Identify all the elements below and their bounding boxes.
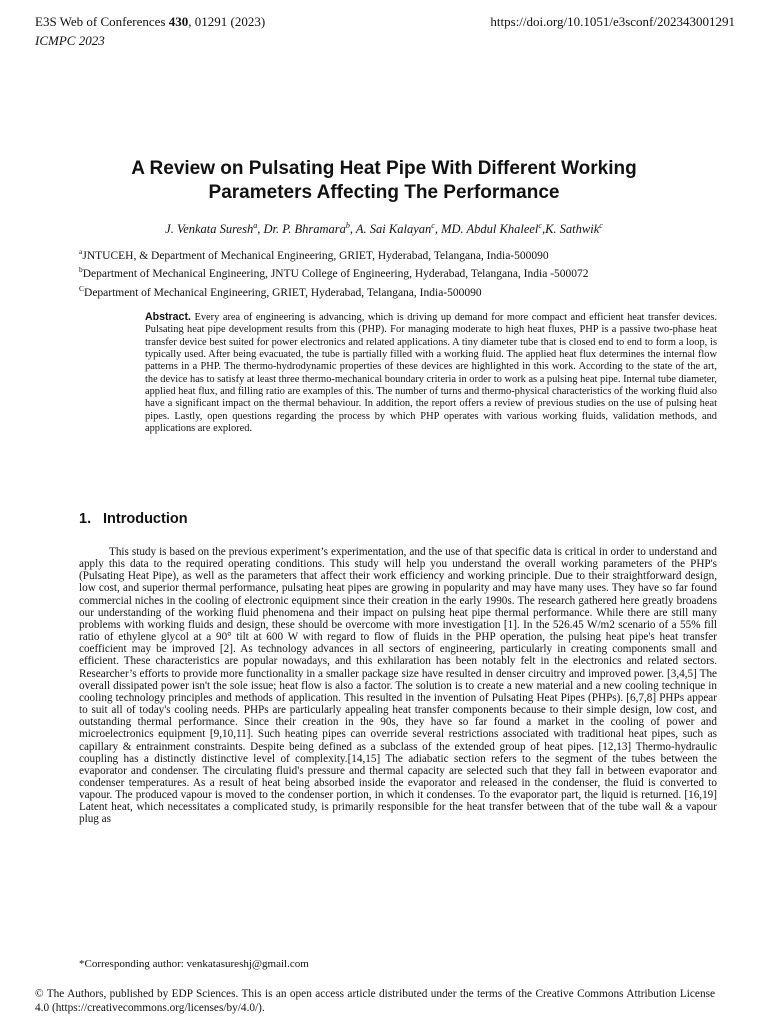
author-name: J. Venkata Suresh <box>165 222 254 237</box>
corresponding-author-footnote: *Corresponding author: venkatasureshj@gmail.com <box>79 958 309 970</box>
affiliation-item <box>79 263 589 281</box>
affiliation-item <box>79 282 589 300</box>
author-affiliation-mark: c <box>599 221 603 230</box>
author-name: Dr. P. Bhramara <box>263 222 346 237</box>
doi-link[interactable]: https://doi.org/10.1051/e3sconf/202343001291 <box>490 14 735 29</box>
running-header-left <box>35 12 265 50</box>
conference-name: ICMPC 2023 <box>35 33 105 48</box>
license-notice: © The Authors, published by EDP Sciences. This is an open access article distributed under the terms of the Creative Commons Attribution License 4.0 (https://creativecommons.org/licenses/by/4.0/). <box>35 988 715 1014</box>
affiliation-text: Department of Mechanical Engineering, GRIET, Hyderabad, Telangana, India-500090 <box>84 286 482 299</box>
section-title: Introduction <box>103 511 188 527</box>
section-number: 1. <box>79 511 92 527</box>
paper-title-line-2: Parameters Affecting The Performance <box>208 182 560 203</box>
volume-number: 430 <box>168 14 189 29</box>
section-heading <box>79 511 188 527</box>
author-name: A. Sai Kalayan <box>355 222 432 237</box>
affiliation-text: JNTUCEH, & Department of Mechanical Engineering, GRIET, Hyderabad, Telangana, India-500090 <box>82 249 549 262</box>
article-number: , 01291 (2023) <box>188 14 266 29</box>
affiliation-list <box>79 245 589 300</box>
affiliation-mark: b <box>79 265 83 275</box>
affiliation-text: Department of Mechanical Engineering, JNTU College of Engineering, Hyderabad, Telangana, India -500072 <box>82 268 589 281</box>
paper-title-line-1: A Review on Pulsating Heat Pipe With Different Working <box>131 158 637 179</box>
paper-title <box>60 157 708 205</box>
affiliation-item <box>79 245 589 263</box>
abstract-label: Abstract. <box>145 311 191 323</box>
abstract <box>145 311 717 435</box>
section-body: This study is based on the previous experiment’s experimentation, and the use of that specific data is critical in order to understand and apply this data to the required operating conditions. This study will help you understand the overall working parameters of the PHP's (Pulsating Heat Pipe), as well as the parameters that affect their work efficiency and working principle. Due to their straightforward design, low cost, and superior thermal performance, pulsating heat pipes are growing in popularity and may have many uses. They have so far found commercial niches in the cooling of electronic equipment since their creation in the early 1990s. The research gathered here greatly broadens our understanding of the working fluid phenomena and their impact on pulsing heat pipe thermal performance. While there are still many problems with working fluids and design, these should be overcome with more investigation [1]. In the 526.45 W/m2 scenario of a 55% fill ratio of ethylene glycol at a 90° tilt at 600 W with regard to flow of fluids in the PHP operation, the pulsing heat pipe's heat transfer coefficient may be improved [2]. As technology advances in all sectors of engineering, particularly in creating components small and efficient. These characteristics are popular nowadays, and this exhilaration has been notably felt in the electronics and related sectors. Researcher’s efforts to provide more functionality in a smaller package size have resulted in denser circuitry and improved power. [3,4,5] The overall dissipated power isn't the sole issue; heat flow is also a factor. The solution is to create a new material and a new cooling technique in cooling technology principles and methods of application. This resulted in the invention of Pulsating Heat Pipes (PHPs). [6,7,8] PHPs appear to suit all of today's cooling needs. PHPs are particularly appealing heat transfer components because to their simple design, low cost, and outstanding thermal performance. Since their creation in the 90s, they have so far found a market in the cooling of power and microelectronics equipment [9,10,11]. Such heating pipes can override several restrictions associated with traditional heat pipes, such as capillary & entrainment constraints. Despite being defined as a subclass of the extended group of heat pipes. [12,13] Thermo-hydraulic coupling has a distinctly distinctive level of complexity.[14,15] The adiabatic section refers to the segment of the tubes between the evaporator and condenser. The circulating fluid's pressure and thermal capacity are selected such that they fall in between evaporator and condenser temperatures. As a result of heat being absorbed inside the evaporator and released in the condenser, the fluid is converted to vapour. The produced vapour is moved to the condenser portion, in which it condenses. To the evaporator part, the liquid is returned. [16,19] Latent heat, which necessitates a complicated study, is primarily responsible for the heat transfer between that of the tube wall & a vapour plug as <box>79 546 717 826</box>
abstract-text: Every area of engineering is advancing, which is driving up demand for more compact and efficient heat transfer devices. Pulsating heat pipe development results from this (PHP). For managing moderate to high heat fluxes, PHP is a passive two-phase heat transfer device best suited for power electronics and related applications. A tiny diameter tube that is closed end to end to form a loop, is typically used. After being evacuated, the tube is partially filled with a working fluid. The applied heat flux determines the internal flow patterns in a PHP. The thermo-hydrodynamic properties of these devices are highlighted in this work. According to the state of the art, the device has to satisfy at least three thermo-mechanical boundary criteria in order to work as a pulsing heat pipe. Internal tube diameter, applied heat flux, and filling ratio are examples of this. The number of turns and thermo-physical characteristics of the working fluid also have a significant impact on the thermal behaviour. In addition, the report offers a review of previous studies on the use of pulsing heat pipes. Lastly, open questions regarding the process by which PHP operates with various working fluids, validation methods, and applications are explored. <box>145 312 718 435</box>
author-affiliation-mark: c <box>538 221 542 230</box>
author-list: J. Venkata Suresh$^a$, Dr. P. Bhramara$^b$, A. Sai Kalayan$^c$, MD. Abdul Khaleel$^c$,K. Sathwik$^c$ <box>165 221 603 237</box>
author-name: K. Sathwik <box>545 222 600 237</box>
author-affiliation-mark: c <box>431 221 435 230</box>
affiliation-mark: C <box>79 283 85 293</box>
journal-name: E3S Web of Conferences <box>35 14 169 29</box>
author-affiliation-mark: b <box>345 221 350 230</box>
affiliation-mark: a <box>79 247 83 256</box>
author-affiliation-mark: a <box>253 221 258 230</box>
author-name: MD. Abdul Khaleel <box>441 222 539 237</box>
